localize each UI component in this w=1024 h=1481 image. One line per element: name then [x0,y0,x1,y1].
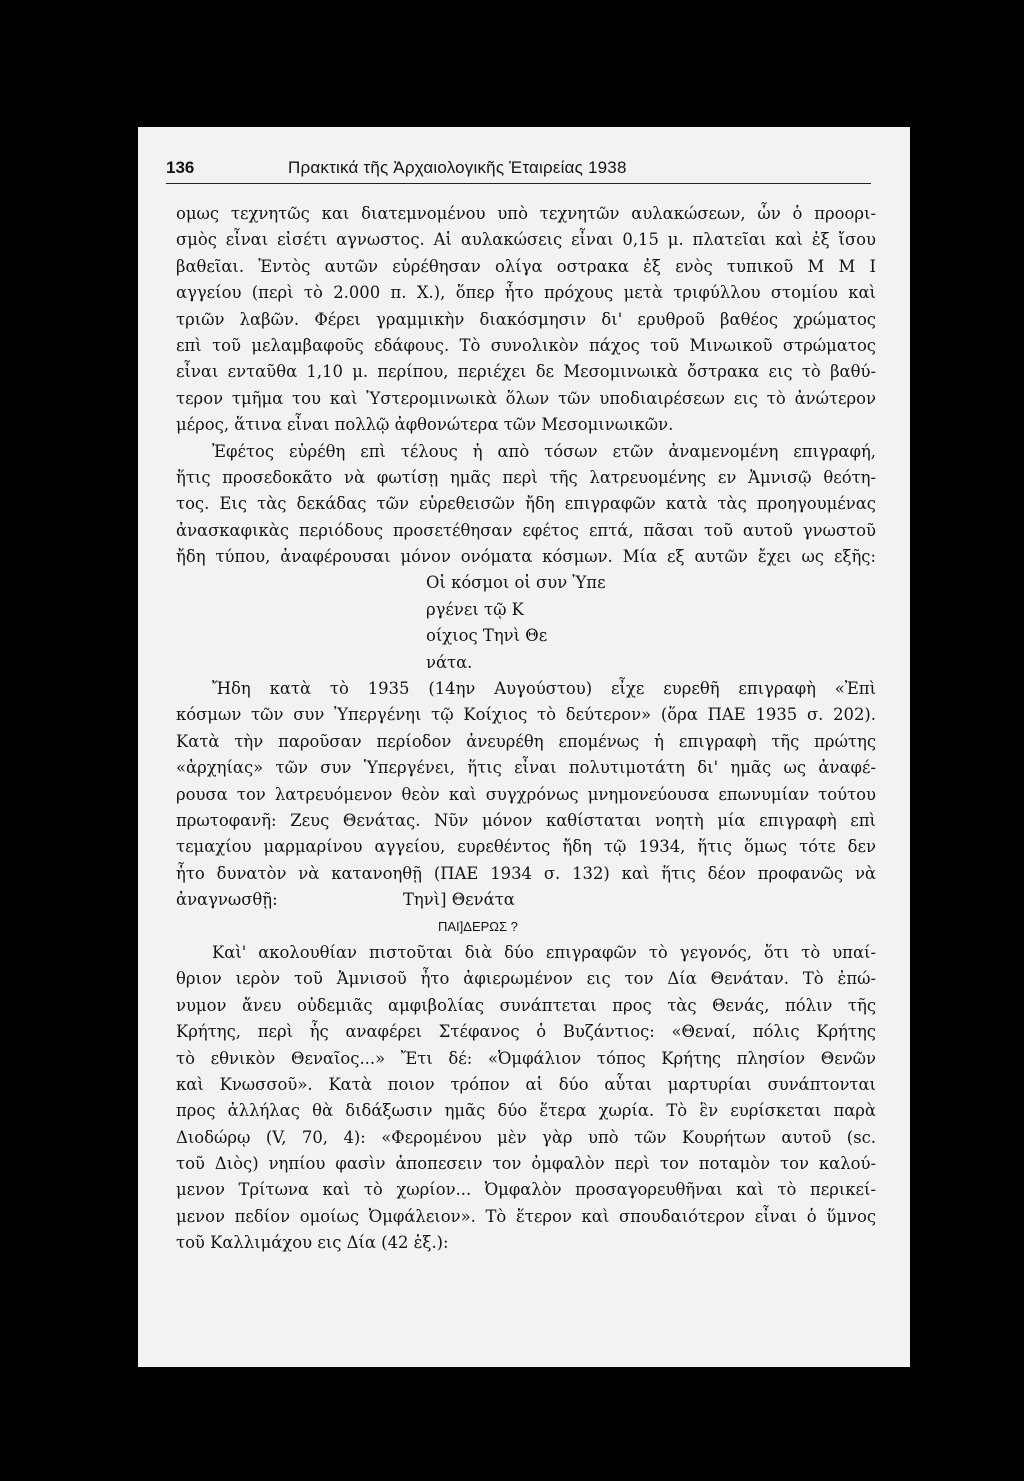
text-line: τεμαχίου μαρμαρίνου αγγείου, ευρεθέντος ἤδη τῷ 1934, ἥτις ὅμως τότε δεν [176,837,876,857]
inscription-line: νάτα. [426,652,473,672]
text-line: ἀνασκαφικὰς περιόδους προσετέθησαν εφέτος επτά, πᾶσαι τοῦ αυτοῦ γνωστοῦ [176,520,876,540]
inscription-line: οίχιος Τηνὶ Θε [426,626,548,646]
inscription-reading: Τηνὶ] Θενάτα [403,890,515,910]
inscription-line: Οἱ κόσμοι οἱ συν Ὑπε [426,573,606,593]
text-line: μενον Τρίτωνα καὶ τὸ χωρίον... Ὀμφαλὸν προσαγορευθῆναι καὶ τὸ περικεί- [176,1180,876,1200]
text-fragment: ἀναγνωσθῇ: [176,890,278,910]
text-line: εἶναι ενταῦθα 1,10 μ. περίπου, περιέχει δε Μεσομινωικὰ ὄστρακα εις τὸ βαθύ- [176,362,876,382]
text-line: τοῦ Καλλιμάχου εις Δία (42 ἑξ.): [176,1233,449,1253]
text-line: τερον τμῆμα του καὶ Ὑστερομινωικὰ ὅλων τῶν υποδιαιρέσεων εις τὸ ἀνώτερον [176,388,876,408]
text-line: προς ἀλλήλας θὰ διδάξωσιν ημᾶς δύο ἕτερα χωρία. Τὸ ἓν ευρίσκεται παρὰ [176,1101,876,1121]
running-title: Πρακτικά τῆς Ἀρχαιολογικῆς Ἑταιρείας 1938 [288,158,627,177]
text-line: Κατὰ τὴν παροῦσαν περίοδον ἀνευρέθη επομένως ἡ επιγραφὴ τῆς πρώτης [176,731,876,751]
inscription-line: ργένει τῷ Κ [426,599,524,619]
text-line: ομως τεχνητῶς και διατεμνομένου υπὸ τεχνητῶν αυλακώσεων, ὧν ὁ προορι- [176,204,876,223]
text-line: νυμον ἄνευ οὐδεμιᾶς αμφιβολίας συνάπτεται προς τὰς Θενάς, πόλιν τῆς [176,995,876,1015]
text-line: σμὸς εἶναι εἰσέτι αγνωστος. Αἱ αυλακώσεις εἶναι 0,15 μ. πλατεῖαι καὶ ἐξ ἴσου [176,230,876,250]
page-header [166,155,871,184]
text-line: ρουσα τον λατρευόμενον θεὸν καὶ συγχρόνως μνημονεύουσα επωνυμίαν τούτου [176,784,876,804]
text-line: τριῶν λαβῶν. Φέρει γραμμικὴν διακόσμησιν δι' ερυθροῦ βαθέος χρώματος [176,309,876,329]
text-line: Κρήτης, περὶ ἧς αναφέρει Στέφανος ὁ Βυζάντιος: «Θεναί, πόλις Κρήτης [176,1022,876,1042]
text-line: βαθεῖαι. Ἐντὸς αυτῶν εὑρέθησαν ολίγα οστρακα ἐξ ενὸς τυπικοῦ Μ Μ Ι [176,256,876,276]
text-line: ἤδη τύπου, ἀναφέρουσαι μόνον ονόματα κόσμων. Μία εξ αυτῶν ἔχει ως εξῆς: [176,547,876,567]
text-line: καὶ Κνωσσοῦ». Κατὰ ποιον τρόπον αἱ δύο αὗται μαρτυρίαι συνάπτονται [176,1074,876,1094]
text-line: κόσμων τῶν συν Ὑπεργένηι τῷ Κοίχιος τὸ δεύτερον» (ὅρα ΠΑΕ 1935 σ. 202). [176,705,876,725]
text-line: ἥτις προσεδοκᾶτο νὰ φωτίσῃ ημᾶς περὶ τῆς λατρευομένης εν Ἀμνισῷ θεότη- [176,467,876,487]
text-line: αγγείου (περὶ τὸ 2.000 π. Χ.), ὅπερ ἦτο πρόχους μετὰ τριφύλλου στομίου καὶ [176,283,876,303]
page-number: 136 [166,158,195,177]
paragraph-start-line: Ἐφέτος εὑρέθη επὶ τέλους ἡ απὸ τόσων ετῶν ἀναμενομένη επιγραφή, [212,441,876,461]
text-line: τοῦ Διὸς) νηπίου φασὶν ἀποπεσειν τον ὀμφαλὸν περὶ τον ποταμὸν τον καλού- [176,1154,876,1174]
text-line: Διοδώρῳ (V, 70, 4): «Φερομένου μὲν γὰρ υπὸ τῶν Κουρήτων αυτοῦ (sc. [176,1127,876,1147]
text-line: μενον πεδίον ομοίως Ὀμφάλειον». Τὸ ἕτερον καὶ σπουδαιότερον εἶναι ὁ ὕμνος [176,1206,876,1226]
inscription-line: ΠΑΙ]ΔΕΡΩΣ ? [438,918,518,934]
document-page [138,127,910,1367]
text-line: τος. Εις τὰς δεκάδας τῶν εὑρεθεισῶν ἤδη επιγραφῶν κατὰ τὰς προηγουμένας [176,494,876,514]
text-line: θριον ιερὸν τοῦ Ἀμνισοῦ ἦτο ἀφιερωμένον εις τον Δία Θενάταν. Τὸ ἐπώ- [176,969,876,989]
text-line [176,887,876,913]
paragraph-start-line: Ἤδη κατὰ τὸ 1935 (14ην Αυγούστου) εἶχε ευρεθῆ επιγραφὴ «Ἐπὶ [212,679,876,699]
text-line: μέρος, ἅτινα εἶναι πολλῷ ἀφθονώτερα τῶν Μεσομινωικῶν. [176,415,674,435]
text-line: «ἀρχηίας» τῶν συν Ὑπεργένει, ἥτις εἶναι πολυτιμοτάτη δι' ημᾶς ως ἀναφέ- [176,758,876,778]
text-line: τὸ εθνικὸν Θεναῖος...» Ἔτι δέ: «Ὀμφάλιον τόπος Κρήτης πλησίον Θενῶν [176,1048,876,1068]
text-line: πρωτοφανῆ: Ζευς Θενάτας. Νῦν μόνον καθίσταται νοητὴ μία επιγραφὴ επὶ [176,810,876,830]
body-text [176,201,876,1257]
paragraph-start-line: Καὶ' ακολουθίαν πιστοῦται διὰ δύο επιγραφῶν τὸ γεγονός, ὅτι τὸ υπαί- [212,942,876,962]
text-line: ἦτο δυνατὸν νὰ κατανοηθῇ (ΠΑΕ 1934 σ. 132) καὶ ἥτις δέον προφανῶς νὰ [176,863,876,883]
text-line: επὶ τοῦ μελαμβαφοῦς εδάφους. Τὸ συνολικὸν πάχος τοῦ Μινωικοῦ στρώματος [176,335,876,355]
